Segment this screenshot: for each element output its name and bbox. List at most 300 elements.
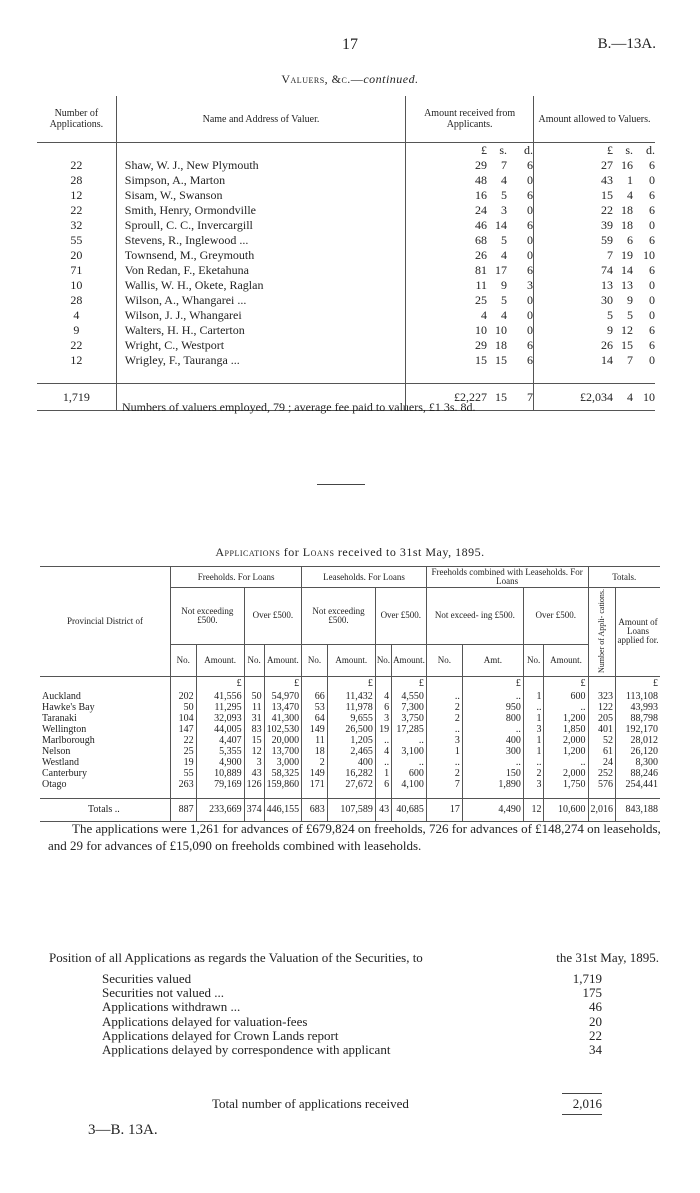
- received-cell: [406, 263, 534, 278]
- district-name: Westland: [40, 757, 171, 768]
- received-pence: 0: [527, 293, 534, 307]
- district-value: 113,108: [616, 691, 661, 702]
- currency-row: [40, 676, 660, 691]
- allowed-cell: [534, 353, 655, 368]
- district-value: 11,295: [196, 702, 244, 713]
- received-shillings: 4: [501, 173, 508, 187]
- valuer-name-cell: [116, 173, 405, 188]
- district-value: 2,465: [327, 746, 375, 757]
- valuer-row: [37, 158, 655, 173]
- valuer-name: Wright, C., Westport: [124, 338, 225, 352]
- unit-pence: d.: [524, 143, 534, 157]
- total-allowed-shillings: 4: [627, 390, 633, 404]
- totals-cell: 107,589: [327, 798, 375, 821]
- received-pounds: 10: [475, 323, 488, 337]
- applications-totals-row: [40, 798, 660, 821]
- district-value: 300: [462, 746, 523, 757]
- currency-mark: £: [327, 676, 375, 691]
- col-valuer-name: Name and Address of Valuer.: [116, 96, 405, 143]
- currency-mark: £: [616, 676, 661, 691]
- district-name: Otago: [40, 779, 171, 790]
- district-value: 88,246: [616, 768, 661, 779]
- district-value: 64: [302, 713, 328, 724]
- received-pounds: 48: [475, 173, 488, 187]
- district-name: Canterbury: [40, 768, 171, 779]
- position-item-value: 175: [582, 985, 602, 1001]
- total-allowed-pounds: £2,034: [580, 390, 613, 404]
- district-value: 1,890: [462, 779, 523, 790]
- district-value: 55: [171, 768, 197, 779]
- valuer-row: [37, 323, 655, 338]
- district-value: 32,093: [196, 713, 244, 724]
- district-value: 1,205: [327, 735, 375, 746]
- allowed-shillings: 1: [627, 173, 633, 187]
- col-combined-not-exceeding: Not exceed- ing £500.: [426, 588, 523, 645]
- received-pence: 6: [527, 158, 534, 172]
- district-value: ..: [426, 757, 462, 768]
- applications-count: 55: [37, 233, 116, 248]
- district-value: 22: [171, 735, 197, 746]
- allowed-pence: 0: [649, 173, 655, 187]
- district-value: 11: [244, 702, 264, 713]
- position-total-underline: [562, 1114, 602, 1115]
- totals-cell: 17: [426, 798, 462, 821]
- valuer-row: [37, 218, 655, 233]
- district-value: 3,100: [392, 746, 427, 757]
- district-value: 4,900: [196, 757, 244, 768]
- section-divider: [317, 484, 365, 485]
- valuer-row: [37, 248, 655, 263]
- district-value: 5,355: [196, 746, 244, 757]
- position-item-value: 1,719: [572, 971, 602, 986]
- totals-cell: 683: [302, 798, 328, 821]
- allowed-shillings: 5: [627, 308, 633, 322]
- totals-cell: 374: [244, 798, 264, 821]
- col-amount-received: Amount received from Applicants.: [406, 96, 534, 143]
- position-item-value: 46: [589, 999, 602, 1015]
- district-value: 28,012: [616, 735, 661, 746]
- received-pounds: 11: [475, 278, 488, 292]
- district-value: 9,655: [327, 713, 375, 724]
- district-value: ..: [544, 757, 588, 768]
- district-value: 122: [588, 702, 616, 713]
- district-value: 15: [244, 735, 264, 746]
- valuer-name: Simpson, A., Marton: [124, 173, 226, 187]
- received-pence: 6: [527, 338, 534, 352]
- totals-label: Totals ..: [40, 798, 171, 821]
- hdr-no: No.: [244, 644, 264, 676]
- valuers-title-main: Valuers, &c.—: [281, 72, 364, 86]
- district-value: 7: [426, 779, 462, 790]
- allowed-pence: 6: [649, 263, 655, 277]
- received-shillings: 5: [501, 293, 508, 307]
- district-value: 254,441: [616, 779, 661, 790]
- position-item: [102, 986, 602, 1000]
- total-received-shillings: 15: [495, 390, 508, 404]
- allowed-pounds: 43: [601, 173, 613, 187]
- allowed-cell: [534, 293, 655, 308]
- district-value: 1,750: [544, 779, 588, 790]
- allowed-pence: 6: [649, 233, 655, 247]
- valuer-row: [37, 233, 655, 248]
- allowed-pounds: 39: [601, 218, 613, 232]
- received-cell: [406, 293, 534, 308]
- received-shillings: 14: [495, 218, 508, 232]
- position-total-row: [212, 1097, 602, 1111]
- position-item-label: Securities not valued ...: [102, 985, 225, 1001]
- district-value: 2: [426, 768, 462, 779]
- allowed-pence: 10: [643, 248, 655, 262]
- allowed-pence: 6: [649, 158, 655, 172]
- district-value: 2,000: [544, 735, 588, 746]
- received-cell: [406, 218, 534, 233]
- allowed-cell: [534, 233, 655, 248]
- valuer-name: Wallis, W. H., Okete, Raglan: [124, 278, 264, 292]
- col-amount-of-loans: Amount of Loans applied for.: [616, 588, 661, 677]
- district-value: 171: [302, 779, 328, 790]
- totals-cell: 43: [375, 798, 391, 821]
- received-pounds: 16: [475, 188, 488, 202]
- hdr-amount: Amount.: [327, 644, 375, 676]
- district-value: 13,470: [264, 702, 302, 713]
- district-value: 54,970: [264, 691, 302, 702]
- district-value: ..: [523, 702, 544, 713]
- hdr-amount: Amount.: [392, 644, 427, 676]
- valuer-row: [37, 173, 655, 188]
- district-value: 126: [244, 779, 264, 790]
- received-pence: 6: [527, 353, 534, 367]
- hdr-no: No.: [426, 644, 462, 676]
- allowed-shillings: 7: [627, 353, 633, 367]
- received-cell: [406, 158, 534, 173]
- district-value: 6: [375, 702, 391, 713]
- district-value: 13,700: [264, 746, 302, 757]
- allowed-pence: 0: [649, 308, 655, 322]
- district-value: ..: [392, 757, 427, 768]
- valuer-name-cell: [116, 353, 405, 368]
- allowed-pounds: 13: [601, 278, 613, 292]
- district-value: 192,170: [616, 724, 661, 735]
- district-value: 26,120: [616, 746, 661, 757]
- received-cell: [406, 338, 534, 353]
- position-title: [49, 950, 659, 966]
- district-value: 149: [302, 768, 328, 779]
- district-value: 1,200: [544, 746, 588, 757]
- page-number: 17: [342, 36, 358, 53]
- district-value: 27,672: [327, 779, 375, 790]
- received-shillings: 3: [501, 203, 508, 217]
- total-applications: 1,719: [37, 384, 116, 411]
- district-value: 800: [462, 713, 523, 724]
- district-value: 576: [588, 779, 616, 790]
- allowed-pounds: 59: [601, 233, 613, 247]
- applications-title-a: Applications: [215, 545, 281, 559]
- position-title-text: Position of all Applications as regards the Valuation of the Securities, to: [49, 950, 423, 965]
- spacer-row: [40, 790, 660, 799]
- district-value: 61: [588, 746, 616, 757]
- received-shillings: 10: [495, 323, 508, 337]
- district-value: 3: [426, 735, 462, 746]
- allowed-shillings: 4: [627, 188, 633, 202]
- applications-count: 10: [37, 278, 116, 293]
- received-cell: [406, 308, 534, 323]
- district-value: 31: [244, 713, 264, 724]
- received-pounds: 25: [475, 293, 488, 307]
- received-shillings: 15: [495, 353, 508, 367]
- district-value: 3,000: [264, 757, 302, 768]
- valuer-name: Walters, H. H., Carterton: [124, 323, 245, 337]
- district-value: 83: [244, 724, 264, 735]
- currency-units-row: [37, 143, 655, 159]
- totals-cell: 12: [523, 798, 544, 821]
- total-allowed-pence: 10: [643, 390, 655, 404]
- district-value: 52: [588, 735, 616, 746]
- district-value: 3: [523, 724, 544, 735]
- received-cell: [406, 248, 534, 263]
- col-amount-allowed: Amount allowed to Valuers.: [534, 96, 655, 143]
- received-shillings: 7: [501, 158, 508, 172]
- received-pence: 6: [527, 218, 534, 232]
- district-value: 18: [302, 746, 328, 757]
- district-value: 53: [302, 702, 328, 713]
- district-value: 79,169: [196, 779, 244, 790]
- allowed-shillings: 15: [621, 338, 633, 352]
- valuer-name: Von Redan, F., Eketahuna: [124, 263, 249, 277]
- allowed-pence: 0: [649, 353, 655, 367]
- district-value: ..: [462, 724, 523, 735]
- district-value: 252: [588, 768, 616, 779]
- district-value: 50: [171, 702, 197, 713]
- total-received-pence: 7: [527, 390, 534, 404]
- position-sum-rule: [562, 1093, 602, 1094]
- district-value: 24: [588, 757, 616, 768]
- hdr-no: No.: [302, 644, 328, 676]
- district-value: ..: [462, 691, 523, 702]
- allowed-pounds: 14: [601, 353, 613, 367]
- unit-pounds: £: [481, 143, 488, 157]
- allowed-cell: [534, 338, 655, 353]
- received-pence: 6: [527, 188, 534, 202]
- district-value: 7,300: [392, 702, 427, 713]
- valuer-row: [37, 203, 655, 218]
- valuer-name-cell: [116, 263, 405, 278]
- district-value: 6: [375, 779, 391, 790]
- applications-count: 32: [37, 218, 116, 233]
- valuer-name: Shaw, W. J., New Plymouth: [124, 158, 259, 172]
- allowed-pence: 6: [649, 203, 655, 217]
- valuer-name: Wrigley, F., Tauranga ...: [124, 353, 240, 367]
- received-pence: 3: [527, 278, 534, 292]
- district-value: 205: [588, 713, 616, 724]
- received-pence: 0: [527, 173, 534, 187]
- applications-count: 71: [37, 263, 116, 278]
- allowed-cell: [534, 278, 655, 293]
- valuer-name: Townsend, M., Greymouth: [124, 248, 255, 262]
- received-pounds: 81: [475, 263, 488, 277]
- valuer-row: [37, 308, 655, 323]
- allowed-shillings: 13: [621, 278, 633, 292]
- valuer-row: [37, 278, 655, 293]
- allowed-pence: 0: [649, 218, 655, 232]
- district-value: 41,556: [196, 691, 244, 702]
- allowed-pounds: 5: [607, 308, 613, 322]
- received-pounds: 29: [475, 338, 488, 352]
- col-combined-over: Over £500.: [523, 588, 588, 645]
- allowed-shillings: 6: [627, 233, 633, 247]
- district-value: 19: [375, 724, 391, 735]
- col-district: Provincial District of: [40, 567, 171, 677]
- district-name: Hawke's Bay: [40, 702, 171, 713]
- received-pounds: 24: [475, 203, 488, 217]
- hdr-no: No.: [375, 644, 391, 676]
- received-pence: 0: [527, 248, 534, 262]
- district-value: ..: [426, 691, 462, 702]
- position-item-label: Securities valued: [102, 971, 192, 986]
- hdr-amt: Amt.: [462, 644, 523, 676]
- col-freeholds-not-exceeding: Not exceeding £500.: [171, 588, 245, 645]
- valuers-title: [0, 72, 700, 87]
- totals-cell: 2,016: [588, 798, 616, 821]
- allowed-shillings: 18: [621, 218, 633, 232]
- district-value: 3: [375, 713, 391, 724]
- position-item: [102, 1029, 602, 1043]
- allowed-cell: [534, 248, 655, 263]
- currency-mark: £: [544, 676, 588, 691]
- district-value: 2: [426, 702, 462, 713]
- district-value: 26,500: [327, 724, 375, 735]
- district-value: 11,432: [327, 691, 375, 702]
- allowed-shillings: 12: [621, 323, 633, 337]
- received-cell: [406, 278, 534, 293]
- totals-cell: 887: [171, 798, 197, 821]
- col-leaseholds-over: Over £500.: [375, 588, 426, 645]
- district-row: [40, 768, 660, 779]
- allowed-shillings: 19: [621, 248, 633, 262]
- received-pounds: 46: [475, 218, 488, 232]
- district-value: 88,798: [616, 713, 661, 724]
- district-value: 11: [302, 735, 328, 746]
- district-value: 2: [523, 768, 544, 779]
- district-value: 41,300: [264, 713, 302, 724]
- applications-count: 28: [37, 293, 116, 308]
- totals-cell: 446,155: [264, 798, 302, 821]
- district-value: 323: [588, 691, 616, 702]
- received-pence: 0: [527, 233, 534, 247]
- allowed-shillings: 16: [621, 158, 633, 172]
- district-value: 1: [523, 735, 544, 746]
- valuer-row: [37, 263, 655, 278]
- district-value: 102,530: [264, 724, 302, 735]
- allowed-pence: 0: [649, 278, 655, 292]
- district-value: 3,750: [392, 713, 427, 724]
- district-name: Auckland: [40, 691, 171, 702]
- position-item-label: Applications delayed for Crown Lands report: [102, 1027, 339, 1043]
- received-cell: [406, 233, 534, 248]
- col-totals: Totals.: [588, 567, 660, 588]
- totals-cell: 4,490: [462, 798, 523, 821]
- district-value: 159,860: [264, 779, 302, 790]
- district-value: 4,407: [196, 735, 244, 746]
- district-name: Wellington: [40, 724, 171, 735]
- applications-table: [40, 566, 660, 822]
- district-value: ..: [523, 757, 544, 768]
- district-value: 66: [302, 691, 328, 702]
- allowed-cell: [534, 218, 655, 233]
- received-cell: [406, 323, 534, 338]
- valuers-table: [37, 96, 655, 411]
- district-value: 4: [375, 746, 391, 757]
- received-pounds: 15: [475, 353, 488, 367]
- unit-shillings: s.: [499, 143, 508, 157]
- received-shillings: 5: [501, 188, 508, 202]
- district-row: [40, 779, 660, 790]
- applications-count: 28: [37, 173, 116, 188]
- district-value: 104: [171, 713, 197, 724]
- district-value: ..: [392, 735, 427, 746]
- received-shillings: 9: [501, 278, 508, 292]
- district-value: 600: [544, 691, 588, 702]
- district-name: Marlborough: [40, 735, 171, 746]
- district-value: 8,300: [616, 757, 661, 768]
- allowed-cell: [534, 203, 655, 218]
- totals-cell: 40,685: [392, 798, 427, 821]
- district-value: 263: [171, 779, 197, 790]
- received-pounds: 4: [481, 308, 488, 322]
- totals-cell: 233,669: [196, 798, 244, 821]
- applications-count: 12: [37, 353, 116, 368]
- position-item-label: Applications delayed for valuation-fees: [102, 1013, 308, 1029]
- received-shillings: 4: [501, 248, 508, 262]
- allowed-pounds: 74: [601, 263, 613, 277]
- spacer-row: [37, 368, 655, 384]
- applications-count: 9: [37, 323, 116, 338]
- district-value: ..: [375, 735, 391, 746]
- applications-count: 22: [37, 203, 116, 218]
- currency-mark: £: [264, 676, 302, 691]
- district-value: 1: [523, 746, 544, 757]
- position-total-value: 2,016: [572, 1096, 602, 1111]
- district-value: ..: [375, 757, 391, 768]
- unit-pence: d.: [646, 143, 655, 157]
- position-item-value: 22: [589, 1027, 602, 1043]
- allowed-pounds: 26: [601, 338, 613, 352]
- position-item-value: 34: [589, 1042, 602, 1057]
- col-freeholds-over: Over £500.: [244, 588, 302, 645]
- col-combined: Freeholds combined with Leaseholds. For Loans: [426, 567, 588, 588]
- allowed-cell: [534, 323, 655, 338]
- allowed-pounds: 9: [607, 323, 613, 337]
- allowed-pounds: 15: [601, 188, 613, 202]
- received-pence: 0: [527, 203, 534, 217]
- valuer-row: [37, 338, 655, 353]
- allowed-cell: [534, 188, 655, 203]
- valuer-name: Sisam, W., Swanson: [124, 188, 223, 202]
- applications-title-b: for: [283, 545, 300, 559]
- received-cell: [406, 203, 534, 218]
- district-value: 1: [375, 768, 391, 779]
- unit-pounds: £: [607, 143, 613, 157]
- received-shillings: 17: [495, 263, 508, 277]
- col-leaseholds: Leaseholds. For Loans: [302, 567, 427, 588]
- position-item: [102, 972, 602, 986]
- district-value: 147: [171, 724, 197, 735]
- received-pounds: 68: [475, 233, 488, 247]
- col-number-of-applications: Number of Appli- cations.: [588, 588, 616, 677]
- col-leaseholds-not-exceeding: Not exceeding £500.: [302, 588, 376, 645]
- district-value: 2: [426, 713, 462, 724]
- allowed-pounds: 27: [601, 158, 613, 172]
- allowed-pence: 6: [649, 188, 655, 202]
